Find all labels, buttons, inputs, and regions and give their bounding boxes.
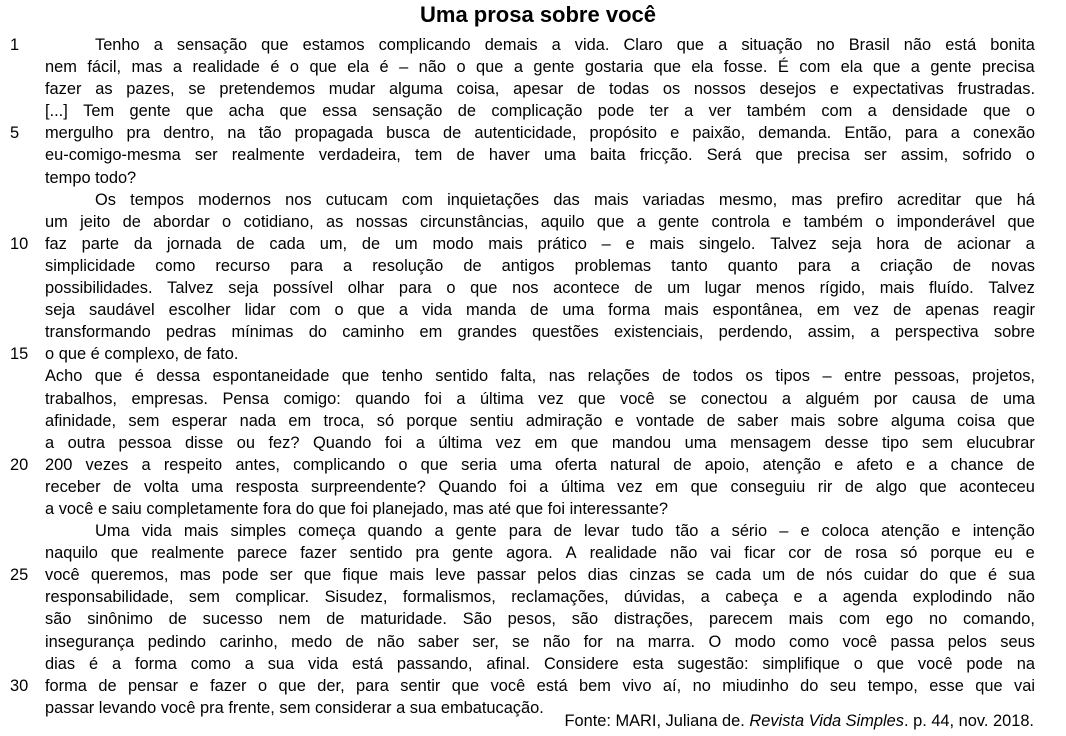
line-text: 200 vezes a respeito antes, complicando o que seria uma oferta natural de apoio, atenção e afeto e a chance de <box>45 455 1035 474</box>
line-number: 20 <box>10 455 29 474</box>
text-line <box>0 78 1066 100</box>
line-text: Tenho a sensação que estamos complicando demais a vida. Claro que a situação no Brasil não está bonita <box>95 36 1035 54</box>
line-text: transformando pedras mínimas do caminho em grandes questões existenciais, perdendo, assim, a perspectiva sobre <box>45 323 1035 342</box>
line-number: 15 <box>10 345 29 364</box>
text-line <box>0 608 1066 630</box>
line-text: possibilidades. Talvez seja possível olhar para o que nos acontece de um lugar menos rígido, mais fluído. Talvez <box>45 279 1035 298</box>
line-text: receber de volta uma resposta surpreendente? Quando foi a última vez em que conseguiu rir de algo que aconteceu <box>45 477 1035 496</box>
text-line <box>0 388 1066 410</box>
text-line <box>0 343 1066 365</box>
text-line <box>0 100 1066 122</box>
line-text: Uma vida mais simples começa quando a gente para de levar tudo tão a sério – e coloca atenção e intenção <box>95 522 1035 541</box>
text-line <box>0 365 1066 387</box>
text-line <box>0 542 1066 564</box>
line-text: Os tempos modernos nos cutucam com inquietações das mais variadas mesmo, mas prefiro acreditar que há <box>95 190 1035 209</box>
text-line <box>0 233 1066 255</box>
line-text: insegurança pedindo carinho, medo de não saber ser, se não for na marra. O modo como você passa pelos seus <box>45 632 1035 651</box>
line-text: forma de pensar e fazer o que der, para sentir que você está bem vivo aí, no miudinho do seu tempo, esse que vai <box>45 676 1035 695</box>
source-citation <box>564 710 1034 732</box>
text-line <box>0 144 1066 166</box>
text-line <box>0 321 1066 343</box>
text-line <box>0 520 1066 542</box>
text-line <box>0 586 1066 608</box>
line-text: passar levando você pra frente, sem considerar a sua embatucação. <box>45 698 544 717</box>
source-prefix: Fonte: MARI, Juliana de. <box>564 712 750 730</box>
line-number: 10 <box>10 234 29 253</box>
text-line <box>0 34 1066 56</box>
line-text: seja saudável escolher lidar com o que a vida manda de uma forma mais espontânea, em vez de apenas reagir <box>45 301 1035 320</box>
article-body <box>0 34 1066 719</box>
line-text: a você e saiu completamente fora do que foi planejado, mas até que foi interessante? <box>45 499 668 518</box>
line-text: Acho que é dessa espontaneidade que tenho sentido falta, nas relações de todos os tipos – entre pessoas, projetos, <box>45 367 1035 386</box>
text-line <box>0 564 1066 586</box>
line-text: eu-comigo-mesma ser realmente verdadeira, tem de haver uma baita fricção. Será que precisa ser assim, sofrido o <box>45 146 1035 165</box>
document-title: Uma prosa sobre você <box>420 2 656 27</box>
line-text: responsabilidade, sem complicar. Sisudez, formalismos, reclamações, dúvidas, a cabeça e a agenda explodindo não <box>45 588 1035 607</box>
line-text: faz parte da jornada de cada um, de um modo mais prático – e mais singelo. Talvez seja hora de acionar a <box>45 234 1035 253</box>
line-text: [...] Tem gente que acha que essa sensação de complicação pode ter a ver também com a densidade que o <box>45 102 1035 121</box>
text-line <box>0 277 1066 299</box>
line-text: tempo todo? <box>45 168 137 187</box>
text-line <box>0 476 1066 498</box>
text-line <box>0 498 1066 520</box>
text-line <box>0 675 1066 697</box>
source-publication: Revista Vida Simples <box>749 712 904 730</box>
line-text: você queremos, mas pode ser que fique mais leve passar pelos dias cinzas se cada um de nós cuidar do que é sua <box>45 566 1035 585</box>
text-line <box>0 653 1066 675</box>
line-text: são sinônimo de sucesso nem de maturidade. São pesos, são distrações, parecem mais com ego no comando, <box>45 610 1035 629</box>
text-line <box>0 211 1066 233</box>
line-text: nem fácil, mas a realidade é o que ela é – não o que a gente gostaria que ela fosse. É com ela que a gente precisa <box>45 58 1035 77</box>
line-text: mergulho pra dentro, na tão propagada busca de autenticidade, propósito e paixão, demanda. Então, para a conexão <box>45 124 1035 143</box>
line-number: 1 <box>10 36 20 54</box>
line-text: o que é complexo, de fato. <box>45 345 239 364</box>
line-number: 25 <box>10 566 29 585</box>
text-line <box>0 631 1066 653</box>
line-text: dias é a forma como a sua vida está passando, afinal. Considere esta sugestão: simplifique o que você pode na <box>45 654 1035 673</box>
text-line <box>0 56 1066 78</box>
text-line <box>0 432 1066 454</box>
line-number: 5 <box>10 124 20 143</box>
line-text: fazer as pazes, se pretendemos mudar alguma coisa, apesar de todas os nossos desejos e expectativas frustradas. <box>45 80 1035 99</box>
line-number: 30 <box>10 676 29 695</box>
text-line <box>0 299 1066 321</box>
text-line <box>0 122 1066 144</box>
text-line <box>0 255 1066 277</box>
text-line <box>0 454 1066 476</box>
source-suffix: . p. 44, nov. 2018. <box>903 712 1034 730</box>
line-text: trabalhos, empresas. Pensa comigo: quando foi a última vez que você se conectou a alguém por causa de uma <box>45 389 1035 408</box>
line-text: um jeito de abordar o cotidiano, as nossas circunstâncias, aquilo que a gente controla e também o imponderável que <box>45 212 1035 231</box>
line-text: simplicidade como recurso para a resolução de antigos problemas tanto quanto para a criação de novas <box>45 256 1035 275</box>
text-line <box>0 189 1066 211</box>
line-text: naquilo que realmente parece fazer sentido pra gente agora. A realidade não vai ficar cor de rosa só porque eu e <box>45 544 1035 563</box>
text-line <box>0 410 1066 432</box>
line-text: afinidade, sem esperar nada em troca, só porque sentiu admiração e vontade de saber mais sobre alguma coisa que <box>45 411 1035 430</box>
line-text: a outra pessoa disse ou fez? Quando foi a última vez em que mandou uma mensagem desse tipo sem elucubrar <box>45 433 1035 452</box>
text-line <box>0 167 1066 189</box>
